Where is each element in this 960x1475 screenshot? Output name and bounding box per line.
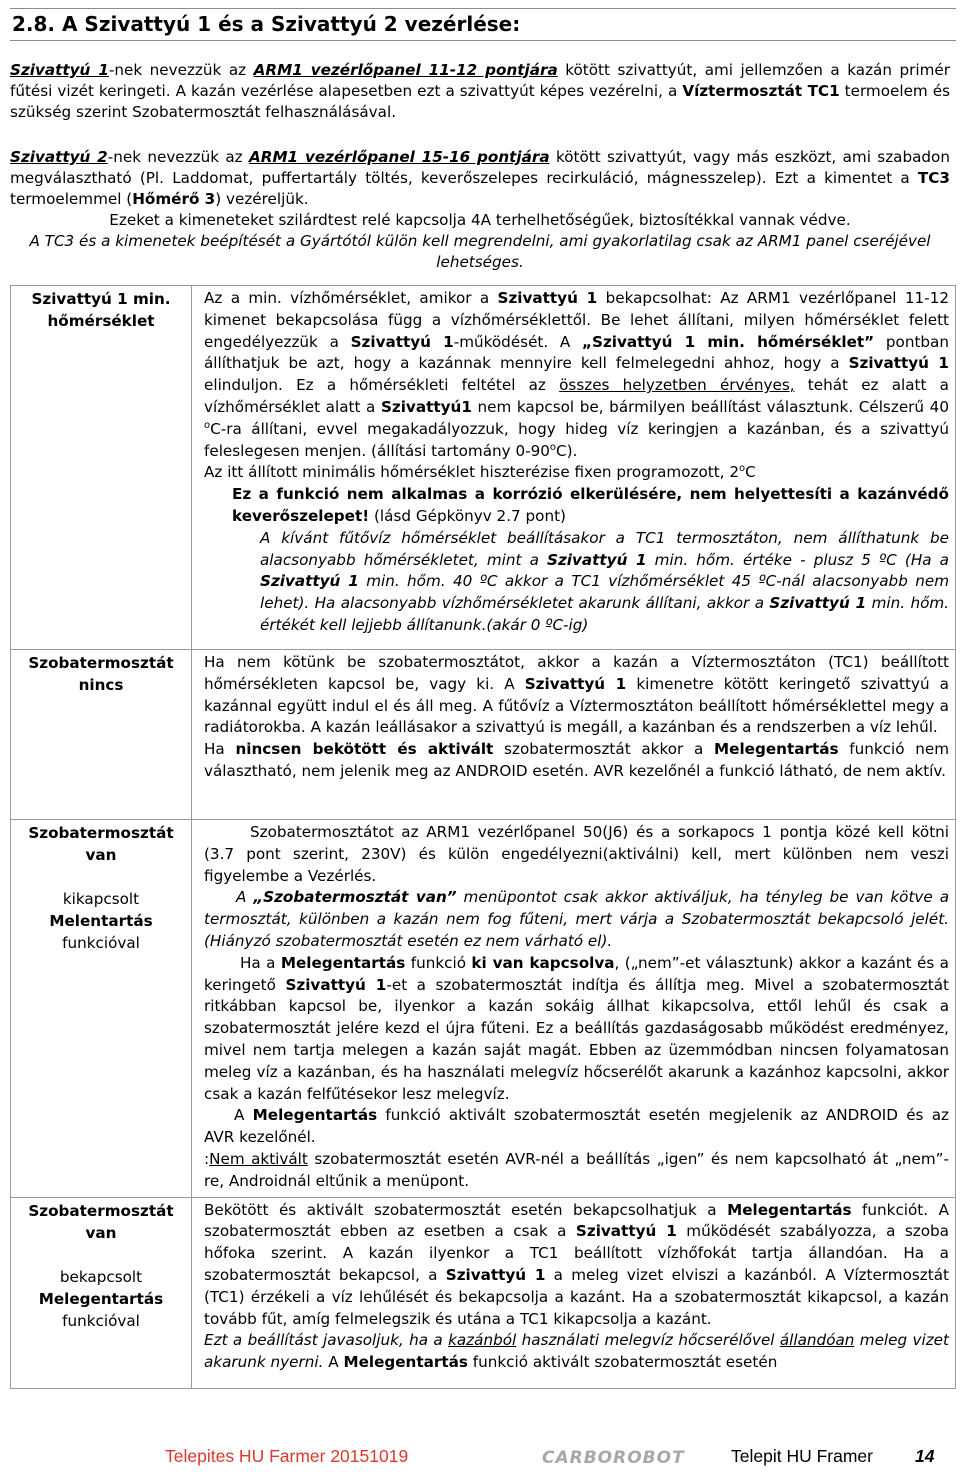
intro-paragraph-3: Ezeket a kimeneteket szilárdtest relé kapcsolja 4A terhelhetőségűek, biztosítékkal vannak védve.	[109, 211, 851, 229]
page-number: 14	[915, 1446, 935, 1466]
intro-paragraph-1: Szivattyú 1-nek nevezzük az ARM1 vezérlőpanel 11-12 pontjára kötött szivattyút, ami jellemzően a kazán primér fűtési vizét keringeti. A kazán vezérlése alapesetben ezt a szivattyút képes vezérelni, a Víztermosztát TC1 termoelem és szükség szerint Szobatermosztát felhasználásával.	[10, 61, 950, 121]
pump-1-term: Szivattyú 1	[10, 61, 109, 79]
table-row	[11, 820, 956, 1198]
table-row	[11, 650, 956, 820]
arm1-terminal-ref: ARM1 vezérlőpanel 11-12 pontjára	[253, 61, 558, 79]
row-text: Az a min. vízhőmérséklet, amikor a Szivattyú 1 bekapcsolhat: Az ARM1 vezérlőpanel 11-12 kimenet bekapcsolása függ a vízhőmérséklettől. Be lehet állítani, milyen hőmérséklet felett engedélyezzük a Szivattyú 1-működését. A „Szivattyú 1 min. hőmérséklet” pontban állíthatjuk be azt, hogy a kazánnak mennyire kell felmelegedni ahhoz, hogy a Szivattyú 1 elinduljon. Ez a hőmérsékleti feltétel az összes helyzetben érvényes, tehát ez alatt a vízhőmérséklet alatt a Szivattyú1 nem kapcsol be, bármilyen beállítást választunk. Célszerű 40 $^o$C-ra állítani, evvel megakadályozzuk, hogy hideg víz keringjen a kazánban, és a szivattyú feleslegesen menjen. (állítási tartomány 0-90$^o$C). Az itt állított minimális hőmérséklet hiszterézise fixen programozott, 2$^o$C Ez a funkció nem alkalmas a korrózió elkerülésére, nem helyettesíti a kazánvédő keverőszelepet! (lásd Gépkönyv 2.7 pont) A kívánt fűtővíz hőmérséklet beállításakor a TC1 termosztáton, nem állíthatunk be alacsonyabb hőmérsékletet, mint a Szivattyú 1 min. hőm. értéke - plusz 5 ºC (Ha a Szivattyú 1 min. hőm. 40 ºC akkor a TC1 vízhőmérséklet 45 ºC-nál alacsonyabb nem lehet). Ha alacsonyabb vízhőmérsékletet akarunk állítani, akkor a Szivattyú 1 min. hőm. értékét kell lejjebb állítanunk.(akár 0 ºC-ig)	[192, 286, 956, 650]
row-text: Bekötött és aktivált szobatermosztát esetén bekapcsolhatjuk a Melegentartás funkciót. A szobatermosztát ebben az esetben a csak a Szivattyú 1 működését szabályozza, a szoba hőfoka szerint. A kazán ilyenkor a TC1 beállított vízhőfokát tartja állandóan. Ha a szobatermosztát bekapcsol, a Szivattyú 1 a meleg vizet elviszi a kazánból. A Víztermosztát (TC1) érzékeli a víz lehűlését és bekapcsolja a kazánt. Ha a szobatermosztát kikapcsol, a kazán tovább fűt, amíg felmelegszik és utána a TC1 kikapcsolja a kazánt. Ezt a beállítást javasoljuk, ha a kazánból használati melegvíz hőcserélővel állandóan meleg vizet akarunk nyerni. A Melegentartás funkció aktivált szobatermosztát esetén	[192, 1197, 956, 1388]
footer-doc-id: Telepites HU Farmer 20151019	[165, 1446, 409, 1466]
row-text: Ha nem kötünk be szobatermosztátot, akkor a kazán a Víztermosztáton (TC1) beállított hőmérsékleten kapcsol be, vagy ki. A Szivattyú 1 kimenetre kötött keringető szivattyú a kazánnal együtt indul el és áll meg. A fűtővíz a Víztermosztáton beállított hőmérséklettel megy a radiátorokba. A kazán leállásakor a szivattyú is megáll, a kazánban és a rendszerben a víz lehűl. Ha nincsen bekötött és aktivált szobatermosztát akkor a Melegentartás funkció nem választható, nem jelenik meg az ANDROID esetén. AVR kezelőnél a funkció látható, de nem aktív.	[192, 650, 956, 820]
carborobot-logo: CARBOROBOT	[542, 1448, 685, 1468]
footer-doc-name: Telepit HU Framer	[731, 1446, 873, 1466]
row-label: Szivattyú 1 min. hőmérséklet	[11, 286, 192, 650]
pump-2-term: Szivattyú 2	[10, 148, 108, 166]
table-row	[11, 1197, 956, 1388]
intro-paragraph-2: Szivattyú 2-nek nevezzük az ARM1 vezérlőpanel 15-16 pontjára kötött szivattyút, vagy más eszközt, ami szabadon megválasztható (Pl. Laddomat, puffertartály töltés, keverőszelepes recirkuláció, mágnesszelep). Ezt a kimentet a TC3 termoelemmel (Hőmérő 3) vezéreljük. Ezeket a kimeneteket szilárdtest relé kapcsolja 4A terhelhetőségűek, biztosítékkal vannak védve. A TC3 és a kimenetek beépítését a Gyártótól külön kell megrendelni, ami gyakorlatilag csak az ARM1 panel cseréjével lehetséges.	[10, 148, 950, 271]
row-label: Szobatermosztát van kikapcsolt Melentartás funkcióval	[11, 820, 192, 1198]
row-label: Szobatermosztát nincs	[11, 650, 192, 820]
page-footer	[0, 1440, 960, 1470]
settings-table	[10, 285, 956, 1389]
page-title: 2.8. A Szivattyú 1 és a Szivattyú 2 vezérlése:	[10, 8, 956, 41]
intro-paragraph-4: A TC3 és a kimenetek beépítését a Gyártótól külön kell megrendelni, ami gyakorlatilag csak az ARM1 panel cseréjével lehetséges.	[29, 232, 931, 271]
table-row	[11, 286, 956, 650]
row-text: Szobatermosztátot az ARM1 vezérlőpanel 50(J6) és a sorkapocs 1 pontja közé kell kötni (3.7 pont szerint, 230V) és külön engedélyezni(aktiválni) kell, mert különben nem veszi figyelembe a Vezérlés. A „Szobatermosztát van” menüpontot csak akkor aktiváljuk, ha tényleg be van kötve a termosztát, különben a kazán nem fog fűteni, mert várja a Szobatermosztát bekapcsoló jelét.(Hiányzó szobatermosztát esetén ez nem várható el). Ha a Melegentartás funkció ki van kapcsolva, („nem”-et választunk) akkor a kazánt és a keringető Szivattyú 1-et a szobatermosztát indítja és állítja meg. Mivel a szobatermosztát ritkábban kapcsol be, ilyenkor a kazán sokáig állhat kikapcsolva, ettől lehűl és csak a szobatermosztát jelére kezd el újra fűteni. Ez a beállítás gazdaságosabb működést eredményez, mivel nem tartja melegen a kazán saját magát. Ebben az üzemmódban nincsen folyamatosan meleg víz a kazánban, és ha használati melegvíz hőcserélőt akarunk a kazánhoz kapcsolni, akkor csak a kazán felfűtésekor lesz melegvíz. A Melegentartás funkció aktivált szobatermosztát esetén megjelenik az ANDROID és az AVR kezelőnél. :Nem aktivált szobatermosztát esetén AVR-nél a beállítás „igen” és nem kapcsolható át „nem”-re, Androidnál eltűnik a menüpont.	[192, 820, 956, 1198]
row-label: Szobatermosztát van bekapcsolt Melegentartás funkcióval	[11, 1197, 192, 1388]
